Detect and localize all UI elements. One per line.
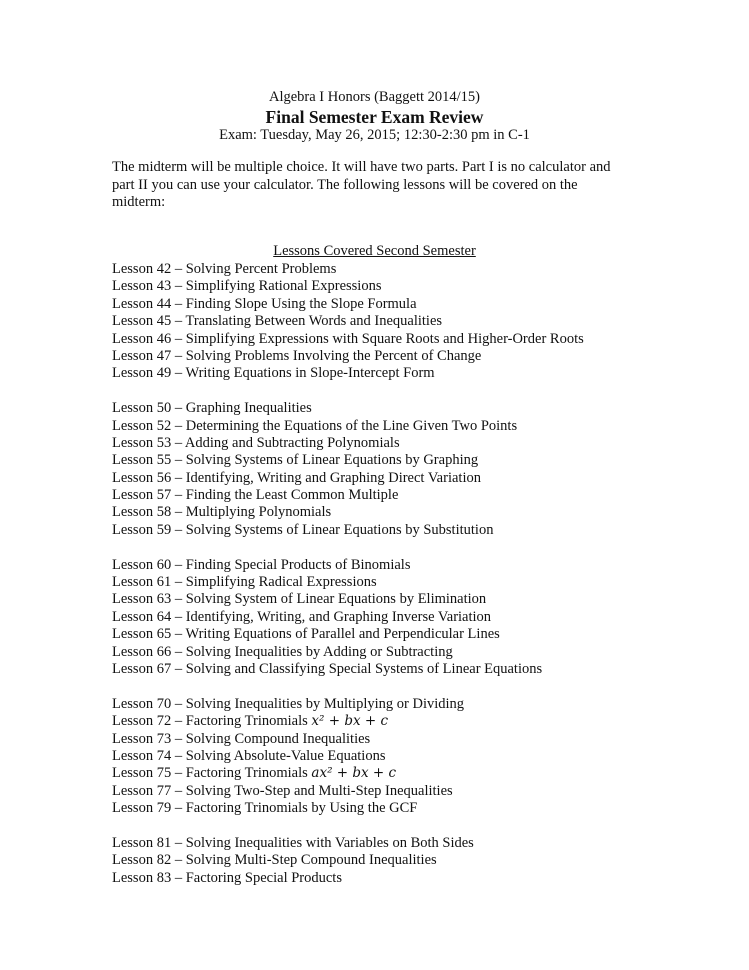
lesson-separator: – — [171, 626, 186, 643]
lesson-number: Lesson 72 — [112, 713, 172, 730]
lesson-item — [112, 713, 672, 730]
course-title: Algebra I Honors (Baggett 2014/15) — [268, 89, 480, 105]
lesson-item — [112, 557, 672, 574]
lesson-separator: – — [171, 730, 186, 747]
lesson-topic: Solving Absolute-Value Equations — [185, 747, 386, 764]
lesson-separator: – — [171, 365, 186, 382]
lesson-number: Lesson 43 — [112, 278, 172, 295]
lesson-separator: – — [171, 852, 186, 869]
intro-line: midterm: — [112, 194, 166, 210]
lesson-topic: Solving Systems of Linear Equations by Graphing — [185, 452, 479, 469]
lesson-number: Lesson 60 — [112, 556, 172, 573]
lesson-item — [112, 470, 672, 487]
lesson-topic: Translating Between Words and Inequalities — [185, 313, 443, 330]
lesson-number: Lesson 58 — [112, 504, 172, 521]
lesson-item — [112, 278, 672, 295]
lesson-number: Lesson 64 — [112, 608, 172, 625]
lesson-number: Lesson 59 — [112, 521, 172, 538]
lesson-item — [112, 522, 672, 539]
lesson-item — [112, 574, 672, 591]
lesson-separator: – — [171, 800, 186, 817]
lesson-number: Lesson 82 — [112, 852, 172, 869]
lesson-item — [112, 487, 672, 504]
lesson-item — [112, 626, 672, 643]
lesson-separator: – — [171, 782, 186, 799]
lesson-separator: – — [171, 504, 186, 521]
lesson-separator: – — [171, 713, 186, 730]
lesson-item — [112, 765, 672, 782]
lesson-topic: Adding and Subtracting Polynomials — [184, 434, 400, 451]
lesson-topic: Writing Equations of Parallel and Perpendicular Lines — [185, 626, 500, 643]
lesson-topic: Multiplying Polynomials — [185, 504, 332, 521]
lesson-item — [112, 261, 672, 278]
lesson-item — [112, 731, 672, 748]
lesson-group — [112, 696, 672, 818]
lesson-topic: Solving Multi-Step Compound Inequalities — [185, 852, 437, 869]
lesson-separator: – — [171, 400, 186, 417]
lesson-topic: Determining the Equations of the Line Given Two Points — [185, 417, 518, 434]
lesson-separator: – — [171, 487, 186, 504]
lesson-topic: Finding Special Products of Binomials — [185, 556, 411, 573]
lesson-topic: Finding Slope Using the Slope Formula — [185, 295, 417, 312]
lesson-topic: Factoring Special Products — [185, 869, 342, 886]
lesson-item — [112, 348, 672, 365]
lesson-separator: – — [171, 747, 186, 764]
lesson-math-expression: ax² + bx + c — [311, 765, 397, 782]
lesson-math-expression: x² + bx + c — [311, 713, 389, 730]
lesson-topic: Solving Inequalities by Multiplying or Dividing — [185, 695, 465, 712]
lesson-number: Lesson 42 — [112, 261, 172, 277]
lesson-number: Lesson 63 — [112, 591, 172, 608]
lesson-item — [112, 835, 672, 852]
lesson-topic: Graphing Inequalities — [185, 400, 312, 417]
lesson-item — [112, 435, 672, 452]
lesson-separator: – — [171, 434, 185, 451]
intro-line: part II you can use your calculator. The following lessons will be covered on the — [112, 176, 578, 193]
lesson-topic: Factoring Trinomials by Using the GCF — [185, 800, 418, 817]
lesson-separator: – — [171, 869, 186, 886]
lesson-topic: Factoring Trinomials — [185, 765, 308, 782]
lesson-separator: – — [171, 295, 186, 312]
lesson-separator: – — [171, 660, 186, 677]
lesson-number: Lesson 83 — [112, 869, 172, 886]
lesson-topic: Identifying, Writing and Graphing Direct Variation — [185, 469, 481, 486]
lesson-separator: – — [171, 261, 186, 277]
lesson-number: Lesson 55 — [112, 452, 172, 469]
lesson-topic: Solving and Classifying Special Systems of Linear Equations — [185, 660, 543, 677]
lesson-separator: – — [171, 330, 186, 347]
lesson-item — [112, 609, 672, 626]
lesson-separator: – — [171, 765, 186, 782]
lesson-number: Lesson 61 — [112, 574, 172, 591]
lesson-number: Lesson 81 — [112, 834, 172, 851]
lesson-topic: Simplifying Rational Expressions — [185, 278, 382, 295]
lesson-item — [112, 313, 672, 330]
lesson-separator: – — [171, 521, 186, 538]
lesson-number: Lesson 74 — [112, 747, 172, 764]
lesson-separator: – — [171, 643, 186, 660]
lesson-item — [112, 748, 672, 765]
lesson-item — [112, 365, 672, 382]
lesson-separator: – — [171, 469, 186, 486]
lesson-number: Lesson 57 — [112, 487, 172, 504]
lesson-separator: – — [171, 591, 186, 608]
lesson-topic: Finding the Least Common Multiple — [185, 487, 399, 504]
lesson-topic: Solving Inequalities with Variables on Both Sides — [185, 834, 474, 851]
lesson-item — [112, 800, 672, 817]
lesson-topic: Identifying, Writing, and Graphing Inverse Variation — [185, 608, 492, 625]
lesson-group — [112, 835, 672, 887]
lesson-separator: – — [171, 608, 186, 625]
lesson-item — [112, 452, 672, 469]
intro-paragraph — [112, 159, 652, 212]
lesson-separator: – — [171, 574, 186, 591]
lesson-number: Lesson 67 — [112, 660, 172, 677]
lesson-topic: Writing Equations in Slope-Intercept Form — [185, 365, 435, 382]
lesson-item — [112, 504, 672, 521]
lessons-list — [112, 261, 672, 904]
lesson-topic: Solving Systems of Linear Equations by Substitution — [185, 521, 494, 538]
lesson-item — [112, 852, 672, 869]
lesson-number: Lesson 45 — [112, 313, 172, 330]
lesson-item — [112, 418, 672, 435]
lesson-group — [112, 400, 672, 539]
lesson-separator: – — [171, 417, 186, 434]
lesson-number: Lesson 50 — [112, 400, 172, 417]
lesson-number: Lesson 49 — [112, 365, 172, 382]
lesson-group — [112, 557, 672, 679]
page-title: Final Semester Exam Review — [265, 107, 484, 127]
lesson-number: Lesson 52 — [112, 417, 172, 434]
lessons-heading: Lessons Covered Second Semester — [273, 243, 476, 259]
lesson-topic: Solving Inequalities by Adding or Subtracting — [185, 643, 453, 660]
lesson-separator: – — [171, 347, 186, 364]
lesson-topic: Solving Problems Involving the Percent of Change — [185, 347, 482, 364]
lesson-number: Lesson 75 — [112, 765, 172, 782]
lesson-item — [112, 661, 672, 678]
lesson-number: Lesson 53 — [112, 434, 172, 451]
lesson-item — [112, 591, 672, 608]
lesson-item — [112, 644, 672, 661]
lesson-number: Lesson 79 — [112, 800, 172, 817]
exam-details: Exam: Tuesday, May 26, 2015; 12:30-2:30 pm in C-1 — [219, 127, 530, 143]
lesson-number: Lesson 70 — [112, 695, 172, 712]
lesson-separator: – — [171, 556, 186, 573]
lesson-topic: Solving System of Linear Equations by Elimination — [185, 591, 487, 608]
lesson-topic: Simplifying Radical Expressions — [185, 574, 377, 591]
intro-line: The midterm will be multiple choice. It will have two parts. Part I is no calculator and — [112, 159, 611, 175]
lesson-item — [112, 331, 672, 348]
lesson-item — [112, 696, 672, 713]
lesson-number: Lesson 46 — [112, 330, 172, 347]
lesson-topic: Solving Percent Problems — [185, 261, 337, 277]
lesson-separator: – — [171, 452, 186, 469]
lesson-topic: Factoring Trinomials — [185, 713, 308, 730]
lesson-number: Lesson 77 — [112, 782, 172, 799]
lesson-separator: – — [171, 278, 186, 295]
lesson-group — [112, 261, 672, 383]
lesson-topic: Solving Compound Inequalities — [185, 730, 371, 747]
lesson-number: Lesson 65 — [112, 626, 172, 643]
lesson-number: Lesson 47 — [112, 347, 172, 364]
lesson-topic: Simplifying Expressions with Square Roots and Higher-Order Roots — [185, 330, 584, 347]
lesson-separator: – — [171, 834, 186, 851]
lesson-item — [112, 400, 672, 417]
lesson-separator: – — [171, 313, 186, 330]
lesson-separator: – — [171, 695, 186, 712]
lesson-item — [112, 870, 672, 887]
lesson-number: Lesson 73 — [112, 730, 172, 747]
lesson-number: Lesson 44 — [112, 295, 172, 312]
lesson-item — [112, 783, 672, 800]
lesson-number: Lesson 66 — [112, 643, 172, 660]
lesson-item — [112, 296, 672, 313]
lesson-number: Lesson 56 — [112, 469, 172, 486]
lesson-topic: Solving Two-Step and Multi-Step Inequalities — [185, 782, 453, 799]
